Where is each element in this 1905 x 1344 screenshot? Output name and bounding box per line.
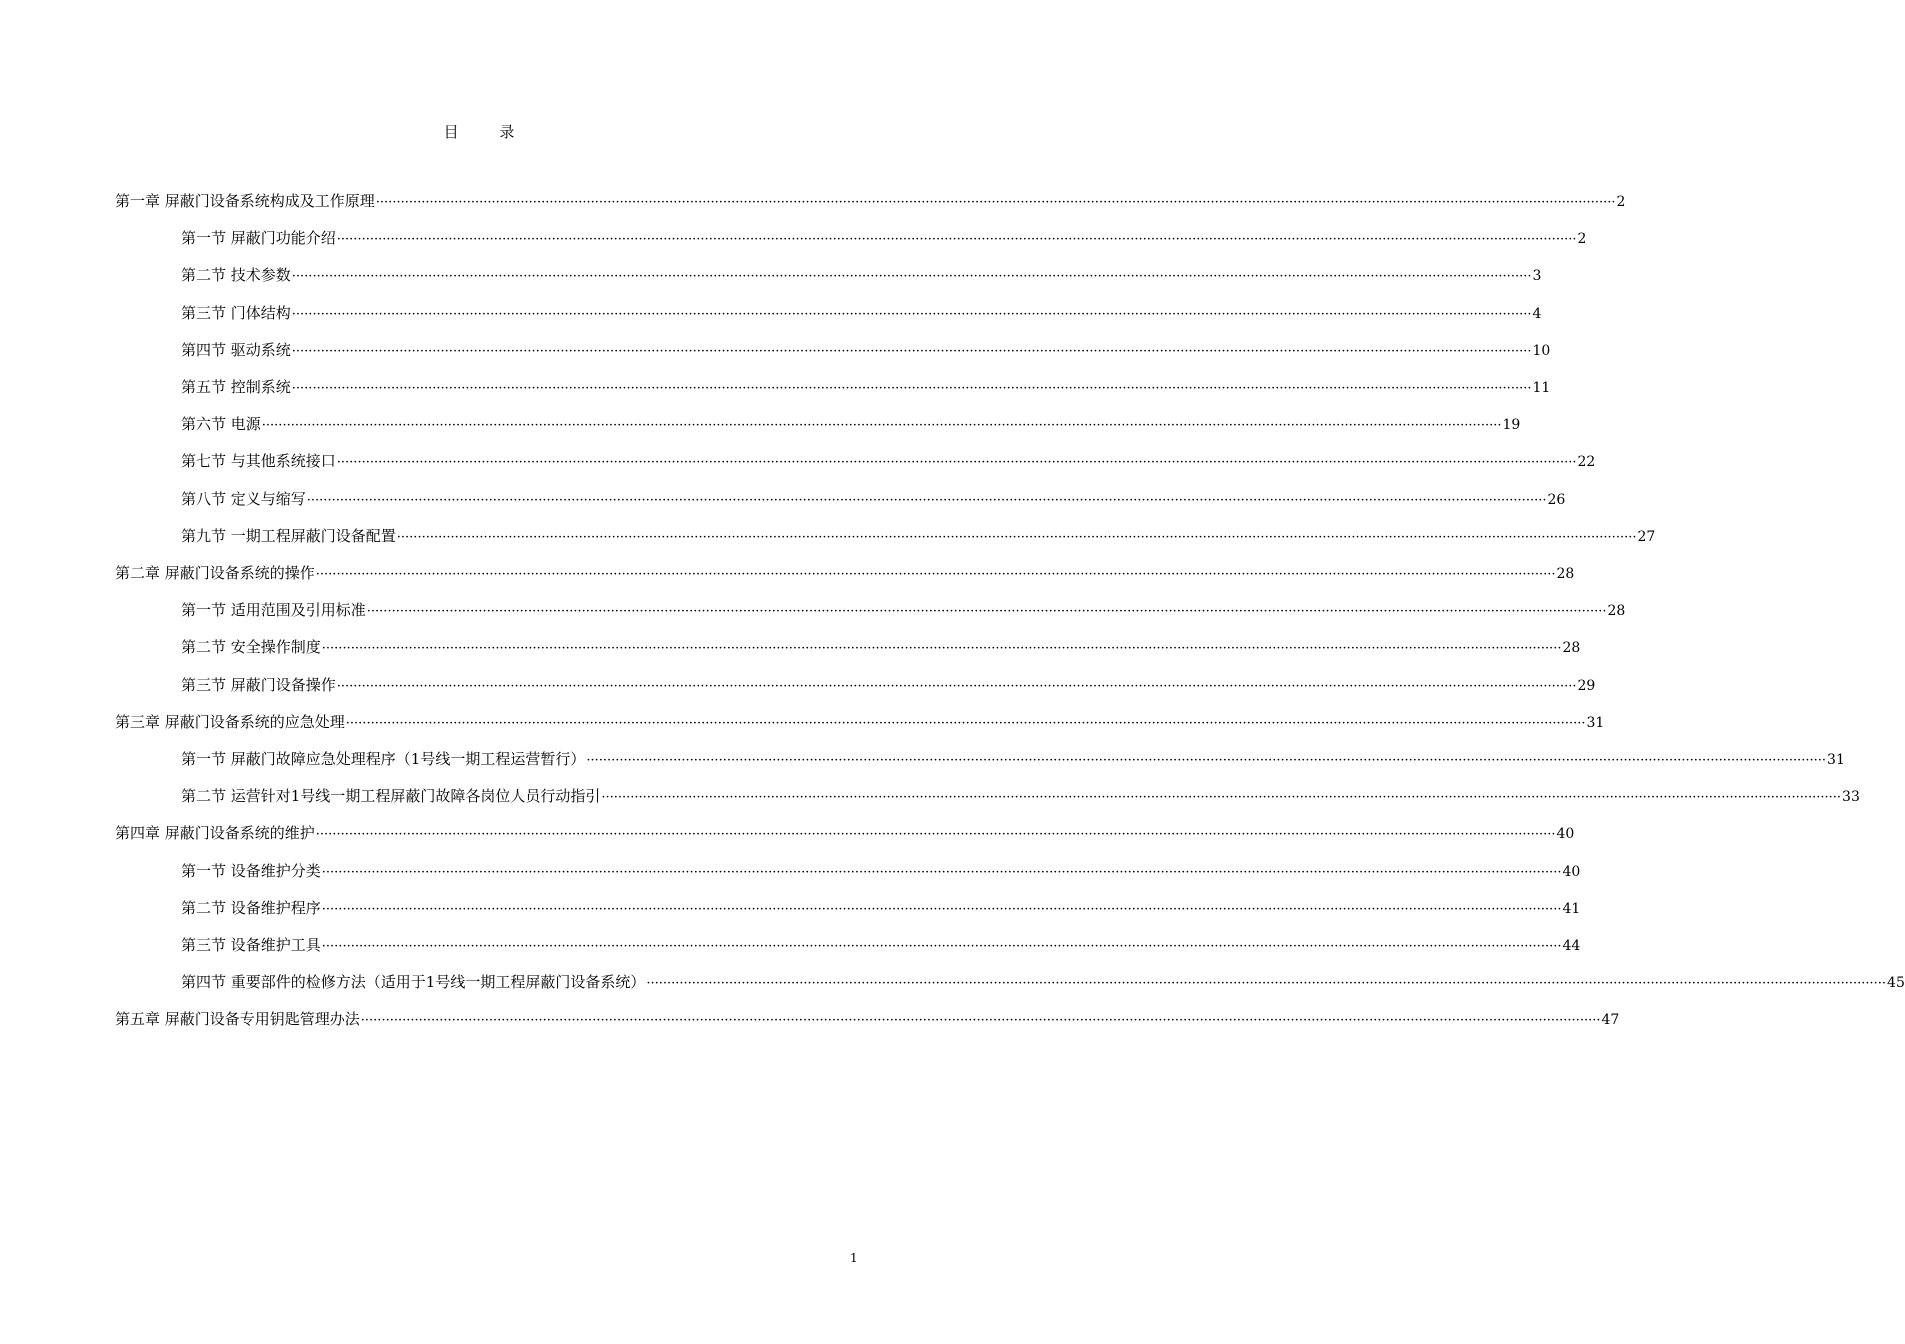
toc-dot-leader: ············································································································································································································································································································	[366, 604, 1607, 619]
toc-entry-page: 31	[1586, 715, 1605, 731]
toc-entry-page: 22	[1577, 454, 1596, 470]
toc-entry-page: 11	[1532, 380, 1551, 396]
toc-entry-label: 第三章 屏蔽门设备系统的应急处理	[115, 713, 345, 731]
toc-section-entry[interactable]	[181, 302, 1542, 324]
toc-dot-leader: ············································································································································································································································································································	[291, 381, 1532, 396]
toc-entry-page: 3	[1532, 268, 1542, 284]
toc-dot-leader: ············································································································································································································································································································	[360, 1013, 1601, 1028]
toc-entry-label: 第五章 屏蔽门设备专用钥匙管理办法	[115, 1010, 360, 1028]
toc-section-entry[interactable]	[181, 227, 1587, 249]
toc-entry-label: 第七节 与其他系统接口	[181, 452, 336, 470]
toc-chapter-entry[interactable]	[115, 1008, 1620, 1030]
toc-dot-leader: ············································································································································································································································································································	[321, 902, 1562, 917]
toc-section-entry[interactable]	[181, 264, 1542, 286]
toc-entry-page: 28	[1562, 640, 1581, 656]
toc-entry-page: 40	[1562, 864, 1581, 880]
toc-section-entry[interactable]	[181, 674, 1596, 696]
toc-entry-page: 31	[1827, 752, 1845, 768]
toc-entry-label: 第三节 设备维护工具	[181, 936, 321, 954]
toc-dot-leader: ············································································································································································································································································································	[336, 455, 1577, 470]
toc-section-entry[interactable]	[181, 413, 1521, 435]
toc-section-entry[interactable]	[181, 748, 1845, 770]
toc-dot-leader: ············································································································································································································································································································	[261, 418, 1502, 433]
toc-dot-leader: ············································································································································································································································································································	[336, 232, 1577, 247]
toc-section-entry[interactable]	[181, 971, 1905, 993]
toc-entry-label: 第一节 适用范围及引用标准	[181, 601, 366, 619]
toc-entry-page: 26	[1547, 492, 1566, 508]
toc-entry-page: 40	[1556, 826, 1575, 842]
toc-section-entry[interactable]	[181, 339, 1551, 361]
page-number: 1	[850, 1251, 858, 1265]
toc-entry-page: 45	[1887, 975, 1905, 991]
toc-section-entry[interactable]	[181, 860, 1581, 882]
toc-dot-leader: ············································································································································································································································································································	[291, 269, 1532, 284]
toc-section-entry[interactable]	[181, 636, 1581, 658]
toc-entry-label: 第一节 设备维护分类	[181, 862, 321, 880]
toc-entry-page: 28	[1607, 603, 1626, 619]
toc-entry-label: 第二节 设备维护程序	[181, 899, 321, 917]
toc-dot-leader: ············································································································································································································································································································	[586, 753, 1827, 768]
toc-dot-leader: ············································································································································································································································································································	[291, 307, 1532, 322]
toc-entry-page: 10	[1532, 343, 1551, 359]
toc-entry-label: 第三节 门体结构	[181, 304, 291, 322]
toc-entry-page: 27	[1637, 529, 1656, 545]
toc-dot-leader: ············································································································································································································································································································	[291, 344, 1532, 359]
toc-entry-label: 第八节 定义与缩写	[181, 490, 306, 508]
toc-section-entry[interactable]	[181, 934, 1581, 956]
toc-entry-label: 第二节 运营针对1号线一期工程屏蔽门故障各岗位人员行动指引	[181, 787, 601, 805]
toc-entry-page: 19	[1502, 417, 1521, 433]
toc-entry-label: 第二节 技术参数	[181, 266, 291, 284]
toc-entry-page: 28	[1556, 566, 1575, 582]
toc-entry-label: 第四章 屏蔽门设备系统的维护	[115, 824, 315, 842]
toc-dot-leader: ············································································································································································································································································································	[321, 865, 1562, 880]
toc-section-entry[interactable]	[181, 785, 1860, 807]
toc-entry-label: 第一节 屏蔽门功能介绍	[181, 229, 336, 247]
toc-entry-label: 第一节 屏蔽门故障应急处理程序（1号线一期工程运营暂行）	[181, 750, 586, 768]
toc-entry-label: 第一章 屏蔽门设备系统构成及工作原理	[115, 192, 375, 210]
toc-dot-leader: ············································································································································································································································································································	[646, 976, 1887, 991]
toc-dot-leader: ············································································································································································································································································································	[396, 530, 1637, 545]
toc-entry-label: 第六节 电源	[181, 415, 261, 433]
toc-dot-leader: ············································································································································································································································································································	[336, 679, 1577, 694]
toc-dot-leader: ············································································································································································································································································································	[315, 827, 1556, 842]
toc-entry-page: 33	[1842, 789, 1860, 805]
toc-entry-label: 第五节 控制系统	[181, 378, 291, 396]
toc-entry-page: 47	[1601, 1012, 1620, 1028]
toc-entry-page: 44	[1562, 938, 1581, 954]
toc-entry-page: 2	[1577, 231, 1587, 247]
toc-dot-leader: ············································································································································································································································································································	[321, 939, 1562, 954]
toc-entry-page: 4	[1532, 306, 1542, 322]
toc-entry-label: 第二节 安全操作制度	[181, 638, 321, 656]
toc-entry-label: 第三节 屏蔽门设备操作	[181, 676, 336, 694]
toc-dot-leader: ············································································································································································································································································································	[306, 493, 1547, 508]
toc-dot-leader: ············································································································································································································································································································	[375, 195, 1616, 210]
toc-entry-label: 第九节 一期工程屏蔽门设备配置	[181, 527, 396, 545]
toc-section-entry[interactable]	[181, 488, 1566, 510]
toc-section-entry[interactable]	[181, 450, 1596, 472]
toc-chapter-entry[interactable]	[115, 190, 1626, 212]
toc-chapter-entry[interactable]	[115, 562, 1575, 584]
toc-entry-label: 第二章 屏蔽门设备系统的操作	[115, 564, 315, 582]
toc-chapter-entry[interactable]	[115, 822, 1575, 844]
toc-dot-leader: ············································································································································································································································································································	[315, 567, 1556, 582]
toc-dot-leader: ············································································································································································································································································································	[321, 641, 1562, 656]
toc-entry-page: 41	[1562, 901, 1581, 917]
toc-dot-leader: ············································································································································································································································································································	[345, 716, 1586, 731]
toc-section-entry[interactable]	[181, 897, 1581, 919]
toc-section-entry[interactable]	[181, 525, 1656, 547]
toc-section-entry[interactable]	[181, 376, 1551, 398]
toc-entry-page: 2	[1616, 194, 1626, 210]
toc-chapter-entry[interactable]	[115, 711, 1605, 733]
toc-entry-label: 第四节 重要部件的检修方法（适用于1号线一期工程屏蔽门设备系统）	[181, 973, 646, 991]
toc-entry-label: 第四节 驱动系统	[181, 341, 291, 359]
toc-entry-page: 29	[1577, 678, 1596, 694]
toc-title: 目 录	[443, 123, 533, 141]
toc-dot-leader: ············································································································································································································································································································	[601, 790, 1842, 805]
toc-section-entry[interactable]	[181, 599, 1626, 621]
